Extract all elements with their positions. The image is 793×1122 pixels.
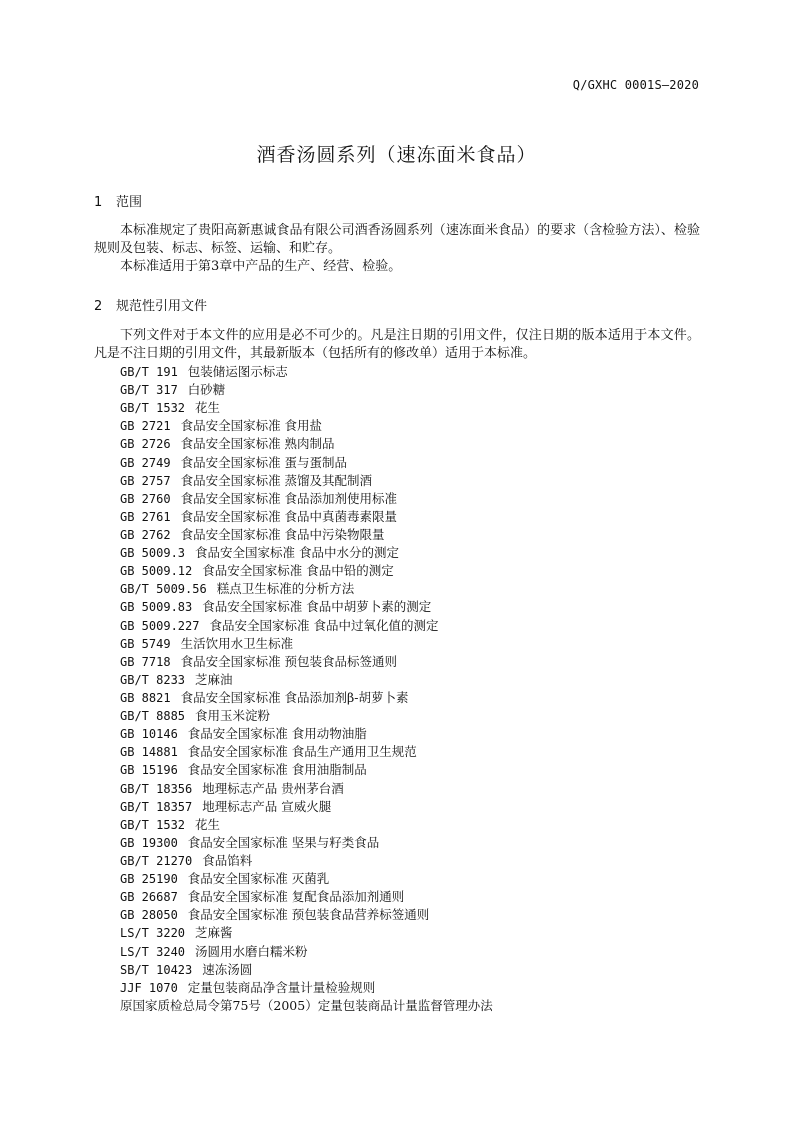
normative-intro-paragraph: 下列文件对于本文件的应用是必不可少的。凡是注日期的引用文件，仅注日期的版本适用于本文件。凡是不注日期的引用文件，其最新版本（包括所有的修改单）适用于本标准。	[94, 328, 700, 361]
reference-title: 地理标志产品 贵州茅台酒	[202, 780, 344, 796]
reference-title: 糕点卫生标准的分析方法	[216, 581, 355, 597]
reference-code: GB/T 18356	[120, 781, 193, 796]
reference-item	[120, 363, 493, 381]
reference-title: 食品安全国家标准 预包装食品标签通则	[180, 653, 398, 669]
reference-item	[120, 743, 493, 761]
section-2-title: 规范性引用文件	[116, 299, 208, 314]
document-title: 酒香汤圆系列（速冻面米食品）	[256, 144, 537, 166]
reference-item	[120, 906, 493, 924]
section-1-number: 1	[94, 195, 103, 210]
reference-code: GB 14881	[120, 745, 178, 760]
reference-item	[120, 852, 493, 870]
reference-code: GB 19300	[120, 835, 178, 850]
standard-number: Q/GXHC 0001S—2020	[572, 78, 699, 92]
reference-item	[120, 798, 493, 816]
reference-code: LS/T 3220	[120, 926, 186, 941]
reference-title: 食品安全国家标准 食品中真菌毒素限量	[180, 508, 398, 524]
reference-title: 食品安全国家标准 坚果与籽类食品	[187, 834, 380, 850]
reference-title: 食品安全国家标准 蒸馏及其配制酒	[180, 472, 373, 488]
reference-code: GB 5009.227	[120, 618, 200, 633]
reference-code: GB/T 317	[120, 383, 178, 398]
scope-paragraph: 本标准规定了贵阳高新惠诚食品有限公司酒香汤圆系列（速冻面米食品）的要求（含检验方法）、检验规则及包装、标志、标签、运输、和贮存。	[94, 223, 700, 256]
reference-title: 白砂糖	[187, 382, 226, 398]
reference-title: 芝麻油	[195, 671, 233, 687]
section-2-number: 2	[94, 299, 103, 314]
reference-item	[120, 924, 493, 942]
reference-title: 速冻汤圆	[202, 961, 253, 977]
reference-item	[120, 816, 493, 834]
reference-code: GB 5749	[120, 636, 171, 651]
reference-item	[120, 997, 493, 1015]
reference-title: 食品安全国家标准 食用动物油脂	[187, 726, 367, 742]
reference-item	[120, 598, 493, 616]
reference-item	[120, 707, 493, 725]
reference-title: 食品安全国家标准 食品生产通用卫生规范	[187, 744, 417, 760]
reference-code: GB 7718	[120, 654, 171, 669]
section-2-body	[94, 327, 700, 363]
reference-title: 食品安全国家标准 蛋与蛋制品	[180, 454, 348, 470]
reference-code: GB 10146	[120, 727, 178, 742]
reference-item	[120, 526, 493, 544]
reference-title: 食品安全国家标准 食品添加剂使用标准	[180, 490, 398, 506]
reference-title: 芝麻酱	[195, 925, 233, 941]
reference-title: 食品馅料	[202, 852, 253, 868]
reference-code: GB 26687	[120, 890, 178, 905]
reference-item	[120, 834, 493, 852]
reference-item	[120, 472, 493, 490]
reference-list	[120, 363, 493, 1015]
reference-item	[120, 454, 493, 472]
reference-code: GB 5009.12	[120, 564, 193, 579]
reference-title: 食品安全国家标准 预包装食品营养标签通则	[187, 907, 430, 923]
applicability-paragraph: 本标准适用于第3章中产品的生产、经营、检验。	[120, 259, 402, 274]
reference-title: 食品安全国家标准 复配食品添加剂通则	[187, 889, 405, 905]
reference-code: GB/T 8233	[120, 672, 186, 687]
reference-title: 食用玉米淀粉	[195, 708, 271, 724]
reference-item	[120, 888, 493, 906]
reference-item	[120, 580, 493, 598]
reference-item	[120, 671, 493, 689]
reference-item	[120, 943, 493, 961]
reference-code: GB/T 1532	[120, 817, 186, 832]
reference-code: GB/T 1532	[120, 401, 186, 416]
reference-title: 定量包装商品净含量计量检验规则	[187, 979, 376, 995]
reference-code: JJF 1070	[120, 980, 178, 995]
reference-title: 花生	[195, 816, 221, 832]
reference-code: GB 8821	[120, 690, 171, 705]
reference-item	[120, 689, 493, 707]
reference-title: 食品安全国家标准 食品中过氧化值的测定	[209, 617, 439, 633]
reference-item	[120, 490, 493, 508]
reference-item	[120, 381, 493, 399]
reference-code: GB/T 191	[120, 365, 178, 379]
reference-item	[120, 399, 493, 417]
reference-title: 食品安全国家标准 食品中胡萝卜素的测定	[202, 599, 432, 615]
reference-title: 汤圆用水磨白糯米粉	[195, 943, 308, 959]
section-1-title: 范围	[116, 195, 143, 210]
reference-code: GB 2749	[120, 455, 171, 470]
reference-title: 食品安全国家标准 食品中水分的测定	[195, 545, 400, 561]
reference-code: GB 2761	[120, 509, 171, 524]
reference-title: 生活饮用水卫生标准	[180, 635, 294, 651]
reference-item	[120, 562, 493, 580]
section-1-heading	[94, 191, 142, 210]
section-2-heading	[94, 295, 207, 314]
reference-code: GB/T 5009.56	[120, 582, 207, 597]
reference-code: GB/T 18357	[120, 799, 193, 814]
reference-code: GB 28050	[120, 908, 178, 923]
reference-code: GB/T 21270	[120, 853, 193, 868]
reference-code: GB 15196	[120, 763, 178, 778]
reference-item	[120, 417, 493, 435]
reference-item	[120, 508, 493, 526]
reference-code: GB 25190	[120, 872, 178, 887]
reference-title: 食品安全国家标准 食品中铅的测定	[202, 563, 394, 579]
reference-title: 食品安全国家标准 熟肉制品	[180, 436, 335, 452]
reference-item	[120, 653, 493, 671]
reference-title: 花生	[195, 400, 221, 416]
reference-title: 原国家质检总局令第75号（2005）定量包装商品计量监督管理办法	[120, 997, 493, 1013]
reference-code: GB 5009.3	[120, 546, 186, 561]
reference-item	[120, 725, 493, 743]
reference-title: 包装储运图示标志	[187, 364, 288, 379]
reference-code: GB/T 8885	[120, 709, 186, 724]
reference-title: 食品安全国家标准 灭菌乳	[187, 871, 330, 887]
reference-item	[120, 435, 493, 453]
section-1-body	[94, 222, 700, 276]
reference-code: GB 5009.83	[120, 600, 193, 615]
reference-item	[120, 761, 493, 779]
reference-title: 食品安全国家标准 食品中污染物限量	[180, 526, 385, 542]
reference-item	[120, 635, 493, 653]
reference-item	[120, 870, 493, 888]
reference-title: 食品安全国家标准 食品添加剂β-胡萝卜素	[180, 689, 409, 705]
reference-code: GB 2726	[120, 437, 171, 452]
reference-title: 地理标志产品 宣威火腿	[202, 798, 332, 814]
reference-code: GB 2762	[120, 527, 171, 542]
reference-item	[120, 780, 493, 798]
reference-title: 食品安全国家标准 食用油脂制品	[187, 762, 367, 778]
reference-code: GB 2757	[120, 473, 171, 488]
reference-title: 食品安全国家标准 食用盐	[180, 418, 323, 434]
reference-code: GB 2721	[120, 419, 171, 434]
reference-item	[120, 617, 493, 635]
reference-item	[120, 544, 493, 562]
reference-code: SB/T 10423	[120, 962, 193, 977]
reference-item	[120, 961, 493, 979]
reference-code: LS/T 3240	[120, 944, 186, 959]
reference-item	[120, 979, 493, 997]
reference-code: GB 2760	[120, 491, 171, 506]
